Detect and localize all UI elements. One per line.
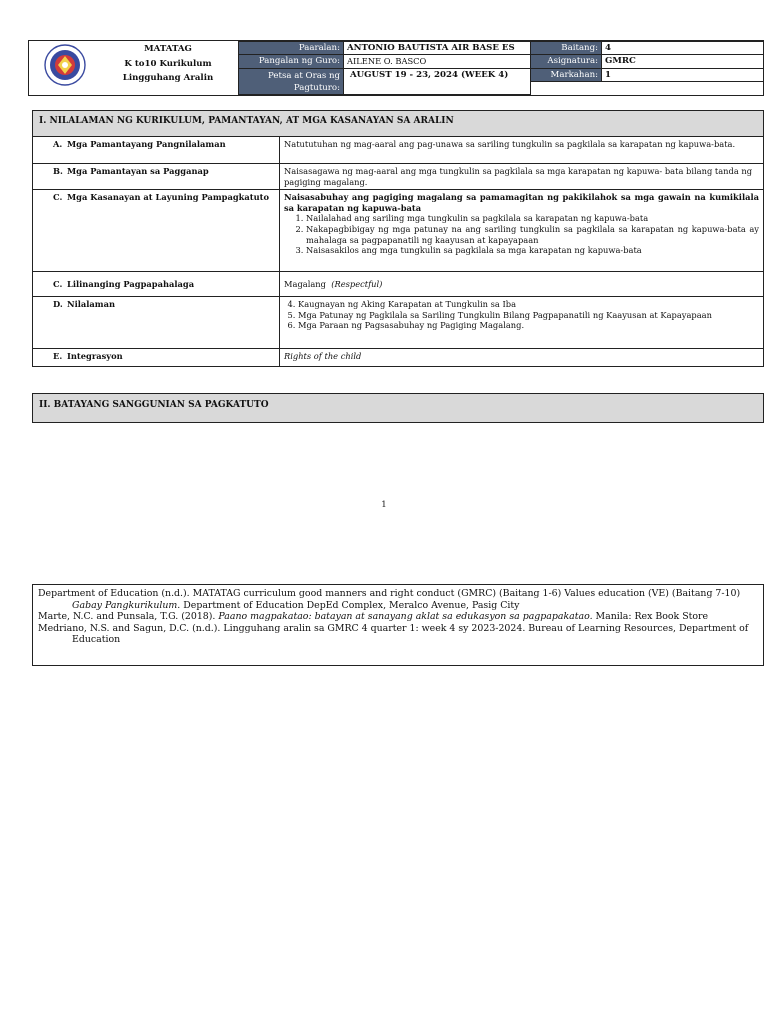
markahan-value: 1 (601, 68, 764, 82)
value-word: Magalang (284, 278, 326, 289)
section-1-title: I. NILALAMAN NG KURIKULUM, PAMANTAYAN, AT MGA KASANAYAN SA ARALIN (32, 110, 764, 137)
baitang-label: Baitang: (530, 41, 602, 55)
list-item: 6. Mga Paraan ng Pagsasabuhay ng Pagiging Magalang. (298, 320, 759, 331)
list-item: 1. Nailalahad ang sariling mga tungkulin sa pagkilala sa karapatan ng kapuwa-bata (306, 213, 759, 224)
row-b-content: Naisasagawa ng mag-aaral ang mga tungkulin sa pagkilala sa mga karapatan ng kapuwa- bata bilang tanda ng pagiging magalang. (280, 164, 764, 190)
school-lines (100, 42, 236, 86)
competency-intro: Naisasabuhay ang pagiging magalang sa pamamagitan ng pakikilahok sa mga gawain na kumikilala sa karapatan ng kapuwa-bata (284, 192, 759, 213)
row-d-content (280, 297, 764, 349)
lesson-type: Lingguhang Aralin (122, 73, 214, 83)
row-d-label: D. Nilalaman (33, 297, 280, 349)
row-c-content (280, 190, 764, 272)
guro-label: Pangalan ng Guro: (238, 54, 344, 69)
curriculum-subtitle: K to10 Kurikulum (124, 58, 212, 69)
deped-seal-icon (44, 44, 86, 86)
asignatura-value: GMRC (601, 54, 764, 69)
list-item: 4. Kaugnayan ng Aking Karapatan at Tungkulin sa Iba (298, 299, 759, 310)
petsa-label: Petsa at Oras ng Pagtuturo: (238, 68, 344, 95)
table-row (33, 272, 764, 297)
paaralan-value: ANTONIO BAUTISTA AIR BASE ES (343, 41, 531, 55)
competency-list (284, 213, 759, 255)
page-number: 1 (381, 500, 387, 510)
table-row (33, 349, 764, 367)
row-e-label: E. Integrasyon (33, 349, 280, 367)
list-item: 5. Mga Patunay ng Pagkilala sa Sariling Tungkulin Bilang Pagpapanatili ng Kaayusan at Kapayapaan (298, 310, 759, 321)
row-a-label: A. Mga Pamantayang Pangnilalaman (33, 137, 280, 164)
markahan-label: Markahan: (530, 68, 602, 82)
section-2-title: II. BATAYANG SANGGUNIAN SA PAGKATUTO (32, 393, 764, 423)
guro-value: AILENE O. BASCO (343, 54, 531, 69)
row-e-content: Rights of the child (280, 349, 764, 367)
list-item: 2. Nakapagbibigay ng mga patunay na ang sariling tungkulin sa pagkilala sa karapatan ng kapuwa-bata ay mahalaga sa pagpapanatili ng kaayusan at kapayapaan (306, 224, 759, 245)
references-box (32, 584, 764, 666)
content-list (284, 299, 759, 331)
value-translation: (Respectful) (331, 278, 383, 289)
list-item: 3. Naisasakilos ang mga tungkulin sa pagkilala sa mga karapatan ng kapuwa-bata (306, 245, 759, 256)
table-row (33, 297, 764, 349)
reference-item: Marte, N.C. and Punsala, T.G. (2018). Paano magpakatao: batayan at sanayang aklat sa edukasyon sa pagpapakatao. Manila: Rex Book Store (38, 611, 709, 622)
table-row (33, 164, 764, 190)
row-b-label: B. Mga Pamantayan sa Pagganap (33, 164, 280, 190)
reference-item: Department of Education (n.d.). MATATAG curriculum good manners and right conduct (GMRC) (Baitang 1-6) Values education (VE) (Baitang 7-10) Gabay Pangkurikulum. Department of Education DepEd Complex, Meralco Avenue, Pasig City (38, 588, 741, 611)
paaralan-label: Paaralan: (238, 41, 344, 55)
row-c-label: C. Mga Kasanayan at Layuning Pampagkatuto (33, 190, 280, 272)
curriculum-table (32, 136, 764, 367)
row-c2-content (280, 272, 764, 297)
asignatura-label: Asignatura: (530, 54, 602, 69)
reference-item: Medriano, N.S. and Sagun, D.C. (n.d.). Lingguhang aralin sa GMRC 4 quarter 1: week 4 sy 2023-2024. Bureau of Learning Resources, Department of Education (38, 622, 749, 645)
table-row (33, 137, 764, 164)
row-c2-label: C. Lilinanging Pagpapahalaga (33, 272, 280, 297)
baitang-value: 4 (601, 41, 764, 55)
table-row (33, 190, 764, 272)
curriculum-name: MATATAG (144, 44, 192, 54)
row-a-content: Natututuhan ng mag-aaral ang pag-unawa sa sariling tungkulin sa pagkilala sa karapatan ng kapuwa-bata. (280, 137, 764, 164)
petsa-value: AUGUST 19 - 23, 2024 (WEEK 4) (343, 68, 531, 95)
